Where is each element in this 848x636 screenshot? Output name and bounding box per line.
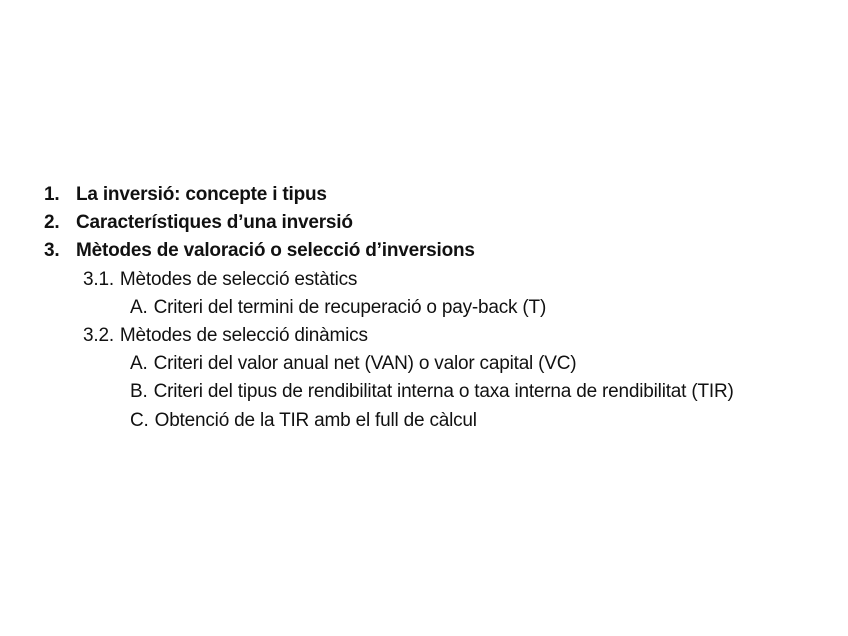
outline-item-3 <box>44 237 834 265</box>
subitem-number: 3.1. <box>83 268 114 290</box>
outline-criterion-3-1-a <box>44 294 834 322</box>
criterion-letter: B. <box>130 381 148 403</box>
subitem-text: Mètodes de selecció estàtics <box>119 268 358 290</box>
criterion-text: Criteri del termini de recuperació o pay-back (T) <box>153 296 547 318</box>
item-text: Mètodes de valoració o selecció d’inversions <box>76 240 475 262</box>
item-text: La inversió: concepte i tipus <box>76 184 327 205</box>
criterion-letter: C. <box>130 409 149 431</box>
outline-subitem-3-2 <box>44 322 834 350</box>
criterion-letter: A. <box>130 353 148 375</box>
outline-subitem-3-1 <box>44 266 834 294</box>
outline-item-1 <box>44 181 834 209</box>
outline-criterion-3-2-b <box>44 378 834 406</box>
item-number: 1. <box>44 184 60 205</box>
item-number: 2. <box>44 212 60 234</box>
criterion-letter: A. <box>130 296 148 318</box>
item-number: 3. <box>44 240 60 262</box>
outline-criterion-3-2-a <box>44 350 834 378</box>
subitem-number: 3.2. <box>83 325 114 347</box>
criterion-text: Criteri del valor anual net (VAN) o valor capital (VC) <box>153 353 577 375</box>
outline-item-2 <box>44 209 834 237</box>
outline-criterion-3-2-c <box>44 407 834 435</box>
item-text: Característiques d’una inversió <box>76 212 353 234</box>
outline-list <box>44 181 834 435</box>
criterion-text: Obtenció de la TIR amb el full de càlcul <box>154 409 477 431</box>
criterion-text: Criteri del tipus de rendibilitat interna o taxa interna de rendibilitat (TIR) <box>153 381 734 403</box>
subitem-text: Mètodes de selecció dinàmics <box>119 325 368 347</box>
criterion-text-wrapped <box>130 378 810 406</box>
